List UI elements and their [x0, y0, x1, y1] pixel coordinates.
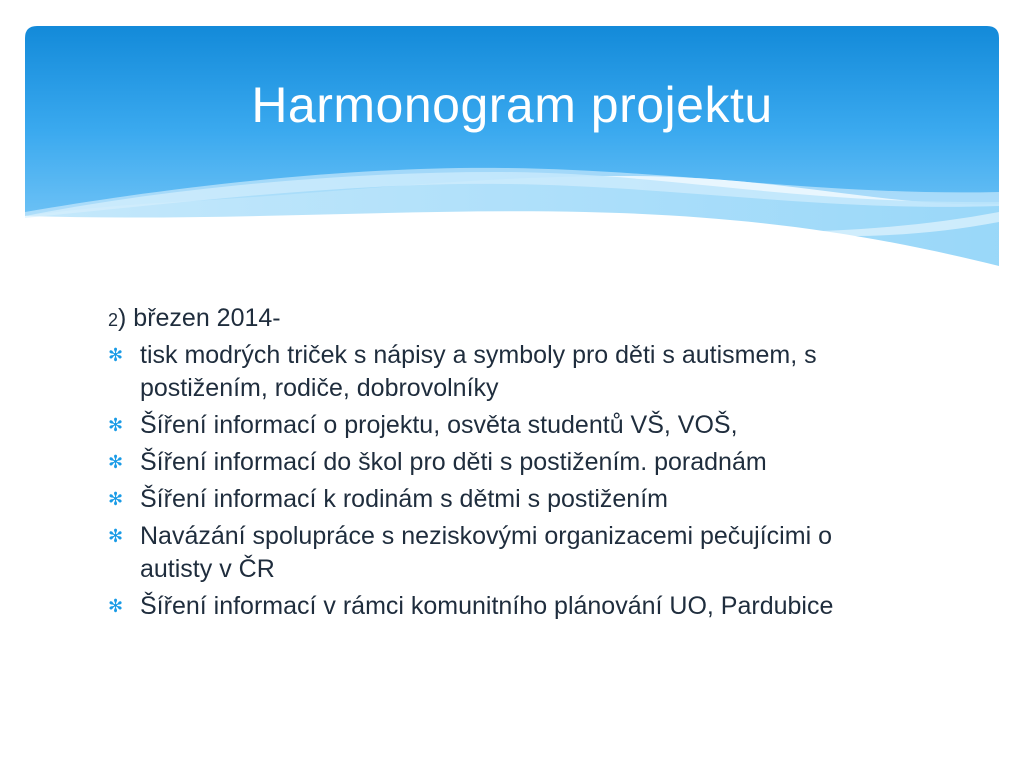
page-title: Harmonogram projektu [251, 77, 773, 133]
intro-text: ) březen 2014- [118, 304, 281, 332]
list-item [108, 590, 908, 623]
list-item-text: tisk modrých triček s nápisy a symboly pro děti s autismem, s postižením, rodiče, dobrovolníky [140, 341, 817, 402]
list-item-text: Navázání spolupráce s neziskovými organizacemi pečujícimi o autisty v ČR [140, 522, 832, 583]
list-item [108, 339, 908, 405]
header-banner [25, 26, 999, 266]
list-item [108, 483, 908, 516]
asterisk-bullet-icon: ✻ [108, 489, 124, 509]
list-item-text: Šíření informací v rámci komunitního plánování UO, Pardubice [140, 592, 834, 620]
list-item-text: Šíření informací do škol pro děti s postižením. poradnám [140, 448, 767, 476]
list-item [108, 446, 908, 479]
list-item-text: Šíření informací o projektu, osvěta studentů VŠ, VOŠ, [140, 411, 738, 439]
header-wave-graphic [25, 26, 999, 266]
asterisk-bullet-icon: ✻ [108, 526, 124, 546]
list-item-text: Šíření informací k rodinám s dětmi s postižením [140, 485, 668, 513]
list-item [108, 409, 908, 442]
bullet-list [108, 339, 908, 623]
asterisk-bullet-icon: ✻ [108, 452, 124, 472]
asterisk-bullet-icon: ✻ [108, 415, 124, 435]
intro-line [108, 302, 908, 337]
list-item [108, 520, 908, 586]
intro-number: 2 [108, 310, 119, 330]
asterisk-bullet-icon: ✻ [108, 596, 124, 616]
content-body [108, 302, 908, 627]
asterisk-bullet-icon: ✻ [108, 345, 124, 365]
